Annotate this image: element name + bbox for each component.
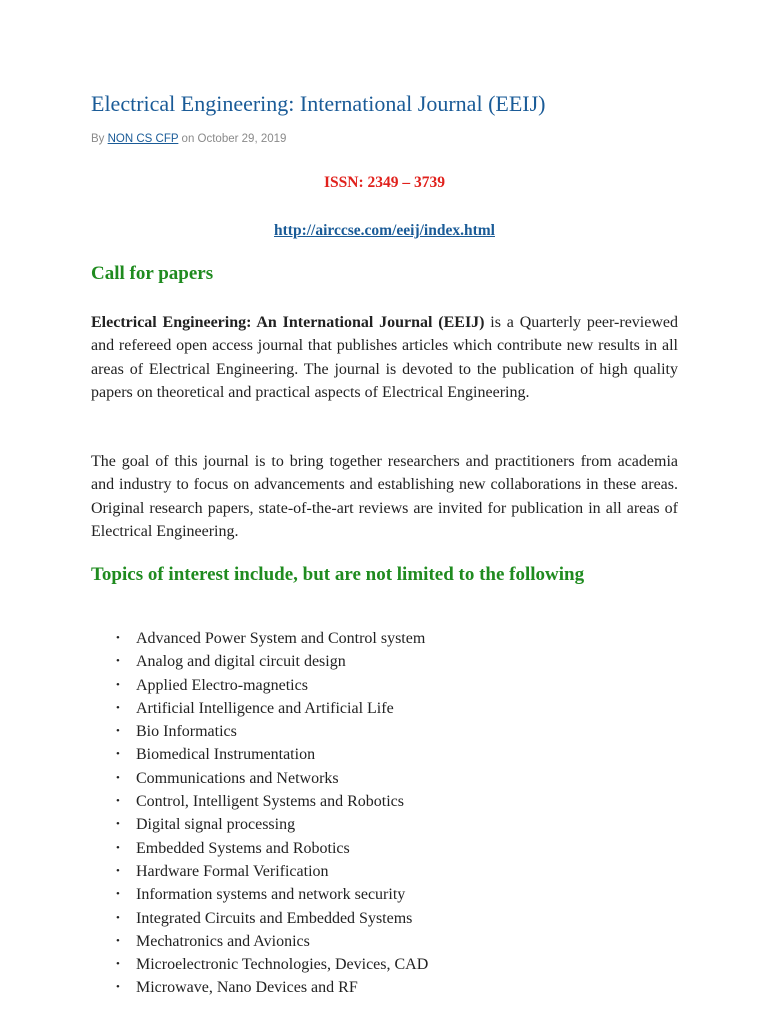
byline-prefix: By bbox=[91, 133, 105, 145]
journal-name-bold: Electrical Engineering: An International Journal (EEIJ) bbox=[91, 314, 485, 331]
topic-label: Communications and Networks bbox=[136, 769, 339, 787]
topic-label: Bio Informatics bbox=[136, 723, 237, 741]
bullet-icon: • bbox=[116, 911, 120, 924]
bullet-icon: • bbox=[116, 701, 120, 714]
topic-list-item bbox=[91, 813, 428, 836]
topic-label: Artificial Intelligence and Artificial Life bbox=[136, 699, 394, 717]
topic-list-item bbox=[91, 627, 428, 650]
topic-list-item bbox=[91, 953, 428, 976]
topic-label: Digital signal processing bbox=[136, 816, 296, 834]
topics-heading: Topics of interest include, but are not limited to the following bbox=[91, 564, 585, 585]
bullet-icon: • bbox=[116, 655, 120, 668]
topic-label: Analog and digital circuit design bbox=[136, 653, 346, 671]
intro-paragraph bbox=[91, 311, 678, 404]
topic-list-item bbox=[91, 883, 428, 906]
byline-middle: on bbox=[181, 133, 195, 145]
topic-list-item bbox=[91, 720, 428, 743]
bullet-icon: • bbox=[116, 864, 120, 877]
bullet-icon: • bbox=[116, 748, 120, 761]
byline bbox=[91, 131, 286, 147]
topic-label: Integrated Circuits and Embedded Systems bbox=[136, 909, 413, 927]
bullet-icon: • bbox=[116, 958, 120, 971]
bullet-icon: • bbox=[116, 795, 120, 808]
bullet-icon: • bbox=[116, 632, 120, 644]
bullet-icon: • bbox=[116, 725, 120, 738]
topic-label: Information systems and network security bbox=[136, 886, 406, 904]
topic-list-item bbox=[91, 976, 428, 999]
topic-list-item bbox=[91, 907, 428, 930]
topic-label: Applied Electro-magnetics bbox=[136, 676, 308, 694]
call-for-papers-heading: Call for papers bbox=[91, 263, 214, 284]
topic-list-item bbox=[91, 860, 428, 883]
bullet-icon: • bbox=[116, 771, 120, 784]
topic-list-item bbox=[91, 790, 428, 813]
topic-label: Advanced Power System and Control system bbox=[136, 630, 426, 647]
topic-label: Hardware Formal Verification bbox=[136, 862, 329, 880]
goal-paragraph: The goal of this journal is to bring together researchers and practitioners from academia and industry to focus on advancements and establishing new collaborations in these areas. Original research papers, state-of-the-art reviews are invited for publication in all areas of Electrical Engineering. bbox=[91, 453, 678, 540]
topic-label: Embedded Systems and Robotics bbox=[136, 839, 350, 857]
author-link[interactable]: NON CS CFP bbox=[107, 133, 179, 145]
intro-paragraph-text: is a Quarterly peer-reviewed and refereed open access journal that publishes articles which contribute new results in all areas of Electrical Engineering. The journal is devoted to the publication of high quality papers on theoretical and practical aspects of Electrical Engineering. bbox=[91, 314, 678, 401]
topic-label: Control, Intelligent Systems and Robotics bbox=[136, 793, 404, 811]
topic-list-item bbox=[91, 743, 428, 766]
bullet-icon: • bbox=[116, 981, 120, 994]
issn-number: ISSN: 2349 – 3739 bbox=[323, 174, 445, 191]
bullet-icon: • bbox=[116, 841, 120, 854]
bullet-icon: • bbox=[116, 888, 120, 901]
bullet-icon: • bbox=[116, 818, 120, 831]
topic-list-item bbox=[91, 837, 428, 860]
page-title: Electrical Engineering: International Journal (EEIJ) bbox=[91, 91, 546, 116]
bullet-icon: • bbox=[116, 678, 120, 691]
topic-label: Microwave, Nano Devices and RF bbox=[136, 979, 358, 997]
topic-list-item bbox=[91, 767, 428, 790]
topic-list-item bbox=[91, 697, 428, 720]
topic-label: Mechatronics and Avionics bbox=[136, 932, 310, 950]
publish-date: October 29, 2019 bbox=[197, 133, 287, 145]
journal-url-link[interactable]: http://airccse.com/eeij/index.html bbox=[274, 222, 495, 239]
topic-list-item bbox=[91, 930, 428, 953]
topic-label: Microelectronic Technologies, Devices, CAD bbox=[136, 956, 429, 974]
bullet-icon: • bbox=[116, 934, 120, 947]
topic-label: Biomedical Instrumentation bbox=[136, 746, 316, 764]
topic-list-item bbox=[91, 650, 428, 673]
topic-list bbox=[91, 627, 428, 1000]
journal-url-container bbox=[91, 221, 678, 241]
topic-list-item bbox=[91, 674, 428, 697]
